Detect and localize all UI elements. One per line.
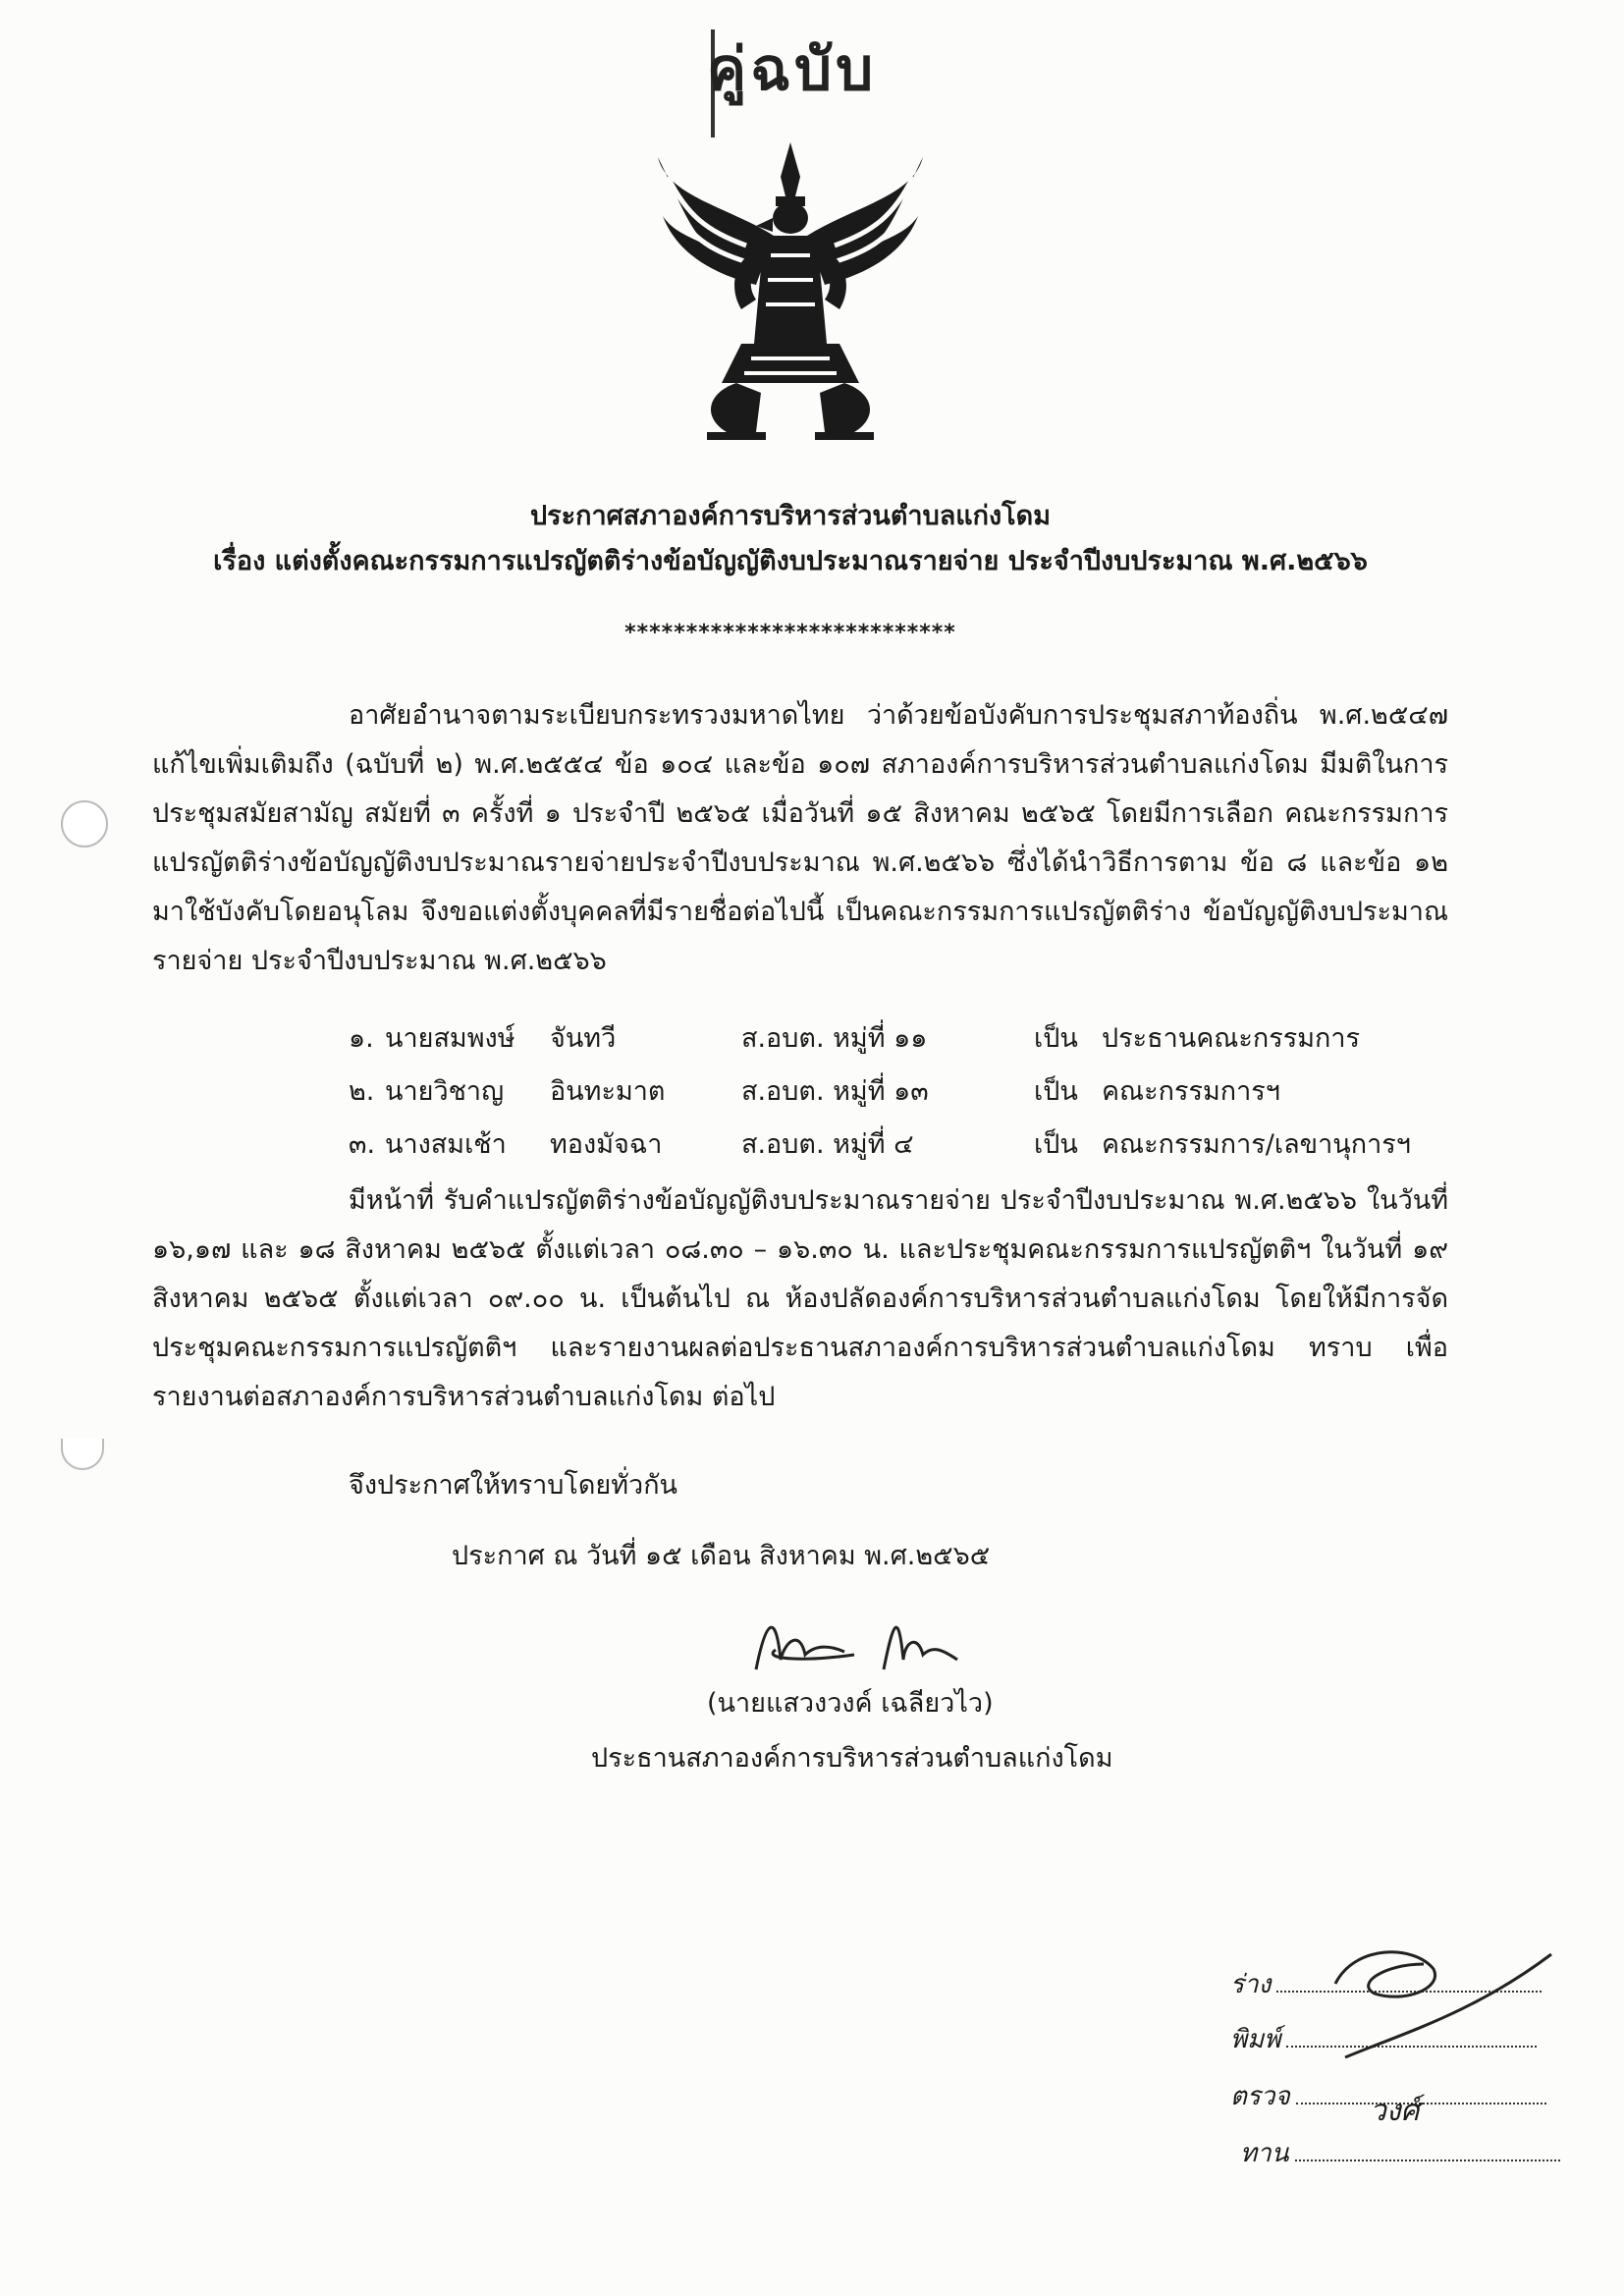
- announcement-subject: เรื่อง แต่งตั้งคณะกรรมการแปรญัตติร่างข้อบัญญัติงบประมาณรายจ่าย ประจำปีงบประมาณ พ.ศ.๒๕๖๖: [213, 546, 1368, 576]
- garuda-emblem-icon: [648, 137, 933, 442]
- footer-review: [1240, 2133, 1560, 2173]
- announce-date: ประกาศ ณ วันที่ ๑๕ เดือน สิงหาคม พ.ศ.๒๕๖๕: [452, 1541, 991, 1571]
- member-first-name: นายสมพงษ์: [385, 1023, 515, 1054]
- member-role: คณะกรรมการฯ: [1102, 1076, 1280, 1107]
- paragraph-text: อาศัยอำนาจตามระเบียบกระทรวงมหาดไทย ว่าด้วยข้อบังคับการประชุมสภาท้องถิ่น พ.ศ.๒๕๔๗ แก้ไขเพิ่มเติมถึง (ฉบับที่ ๒) พ.ศ.๒๕๕๔ ข้อ ๑๐๔ และข้อ ๑๐๗ สภาองค์การบริหารส่วนตำบลแก่งโดม มีมติในการประชุมสมัยสามัญ สมัยที่ ๓ ครั้งที่ ๑ ประจำปี ๒๕๖๕ เมื่อวันที่ ๑๕ สิงหาคม ๒๕๖๕ โดยมีการเลือก คณะกรรมการแปรญัตติร่างข้อบัญญัติงบประมาณรายจ่ายประจำปีงบประมาณ พ.ศ.๒๕๖๖ ซึ่งได้นำวิธีการตาม ข้อ ๘ และข้อ ๑๒ มาใช้บังคับโดยอนุโลม จึงขอแต่งตั้งบุคคลที่มีรายชื่อต่อไปนี้ เป็นคณะกรรมการแปรญัตติร่าง ข้อบัญญัติงบประมาณรายจ่าย ประจำปีงบประมาณ พ.ศ.๒๕๖๖: [152, 700, 1448, 976]
- footer-type-label: พิมพ์: [1230, 2025, 1281, 2054]
- member-first-name: นางสมเช้า: [385, 1129, 507, 1160]
- member-no: ๓.: [349, 1129, 376, 1160]
- footer-check-label: ตรวจ: [1230, 2082, 1290, 2111]
- member-no: ๑.: [349, 1023, 374, 1054]
- initials-scribble: [1316, 1935, 1571, 2131]
- member-no: ๒.: [349, 1076, 375, 1107]
- member-unit: ส.อบต. หมู่ที่ ๑๑: [741, 1023, 928, 1054]
- member-last-name: ทองมัจฉา: [550, 1129, 663, 1160]
- member-role: ประธานคณะกรรมการ: [1102, 1023, 1361, 1054]
- footer-review-label: ทาน: [1240, 2139, 1289, 2168]
- separator-line: ***************************: [624, 621, 956, 645]
- member-last-name: จันทวี: [550, 1023, 617, 1054]
- member-role: คณะกรรมการ/เลขานุการฯ: [1102, 1129, 1411, 1160]
- footer-initials: วงศ์: [1370, 2094, 1420, 2128]
- member-unit: ส.อบต. หมู่ที่ ๔: [741, 1129, 914, 1160]
- handwritten-signature: [746, 1601, 982, 1689]
- signatory-position: ประธานสภาองค์การบริหารส่วนตำบลแก่งโดม: [591, 1743, 1113, 1774]
- member-as: เป็น: [1034, 1023, 1078, 1054]
- member-first-name: นายวิชาญ: [385, 1076, 505, 1107]
- member-last-name: อินทะมาต: [550, 1076, 666, 1107]
- member-as: เป็น: [1034, 1076, 1078, 1107]
- body-paragraph-1: [152, 691, 1448, 986]
- announcement-title: ประกาศสภาองค์การบริหารส่วนตำบลแก่งโดม: [529, 501, 1052, 531]
- body-paragraph-2: [152, 1176, 1448, 1422]
- signatory-name: (นายแสวงวงค์ เฉลียวไว): [707, 1688, 994, 1719]
- footer-draft-label: ร่าง: [1230, 1970, 1272, 1999]
- member-unit: ส.อบต. หมู่ที่ ๑๓: [741, 1076, 929, 1107]
- punch-hole: [61, 800, 108, 847]
- member-as: เป็น: [1034, 1129, 1078, 1160]
- paragraph-text: มีหน้าที่ รับคำแปรญัตติร่างข้อบัญญัติงบประมาณรายจ่าย ประจำปีงบประมาณ พ.ศ.๒๕๖๖ ในวันที่ ๑๖,๑๗ และ ๑๘ สิงหาคม ๒๕๖๕ ตั้งแต่เวลา ๐๘.๓๐ – ๑๖.๓๐ น. และประชุมคณะกรรมการแปรญัตติฯ ในวันที่ ๑๙ สิงหาคม ๒๕๖๕ ตั้งแต่เวลา ๐๙.๐๐ น. เป็นต้นไป ณ ห้องปลัดองค์การบริหารส่วนตำบลแก่งโดม โดยให้มีการจัดประชุมคณะกรรมการแปรญัตติฯ และรายงานผลต่อประธานสภาองค์การบริหารส่วนตำบลแก่งโดม ทราบ เพื่อรายงานต่อสภาองค์การบริหารส่วนตำบลแก่งโดม ต่อไป: [152, 1185, 1448, 1412]
- copy-stamp: คู่ฉบับ: [707, 35, 878, 104]
- punch-hole: [61, 1439, 104, 1470]
- announce-line: จึงประกาศให้ทราบโดยทั่วกัน: [349, 1470, 677, 1501]
- dotted-line: [1295, 2159, 1560, 2161]
